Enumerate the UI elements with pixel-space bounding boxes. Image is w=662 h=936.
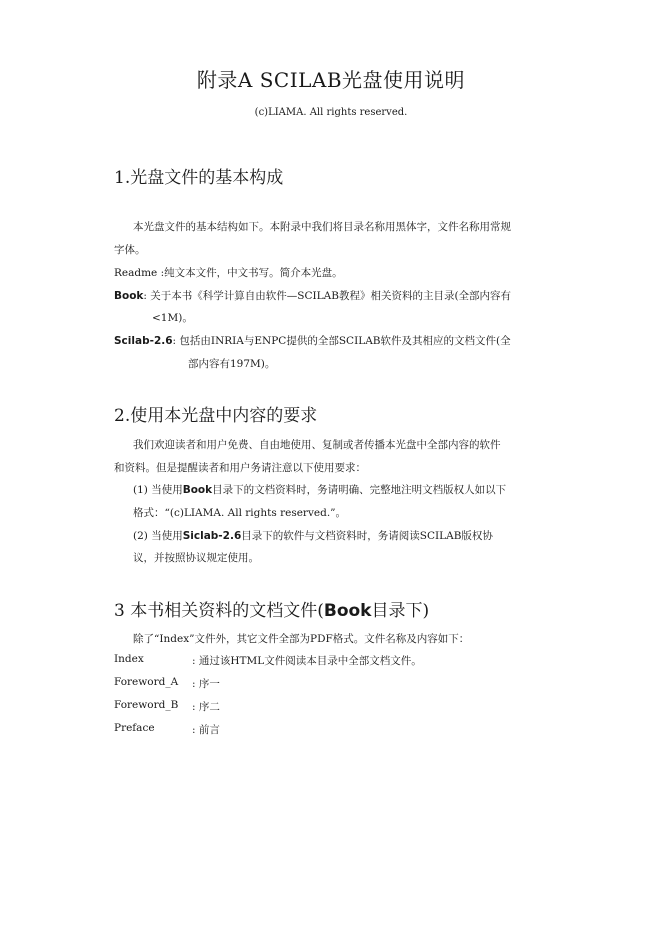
copyright-notice: (c)LIAMA. All rights reserved.: [254, 107, 408, 118]
scilab-entry-line-1: [114, 333, 511, 348]
book-folder-ref: Book: [182, 484, 213, 496]
scilab-entry-line-2: 部内容有197M)。: [188, 358, 276, 370]
section-1-heading: 1.光盘文件的基本构成: [114, 168, 284, 188]
readme-description: Readme :纯文本文件，中文书写。简介本光盘。: [114, 267, 343, 279]
scilab-folder-label: Scilab-2.6: [114, 335, 173, 347]
section-3-heading: [114, 596, 429, 621]
requirement-2-line-1: [133, 528, 493, 543]
requirement-1-prefix: (1) 当使用: [133, 484, 183, 496]
requirement-1-text: 目录下的文档资料时，务请明确、完整地注明文档版权人如以下: [212, 484, 507, 496]
file-name: Preface: [114, 722, 155, 734]
file-name: Index: [114, 653, 144, 665]
file-name: Foreword_A: [114, 676, 179, 688]
siclab-folder-ref: Siclab-2.6: [182, 530, 242, 542]
file-name: Foreword_B: [114, 699, 179, 711]
book-entry-text: : 关于本书《科学计算自由软件—SCILAB教程》相关资料的主目录(全部内容有: [143, 290, 512, 302]
requirement-1-line-1: [133, 482, 506, 497]
file-description: : 前言: [192, 724, 220, 736]
file-description: : 通过该HTML文件阅读本目录中全部文档文件。: [192, 655, 422, 667]
book-entry-line-1: [114, 288, 511, 303]
section-1-intro-line-1: 本光盘文件的基本结构如下。本附录中我们将目录名称用黑体字，文件名称用常规: [133, 221, 511, 233]
section-2-heading: 2.使用本光盘中内容的要求: [114, 406, 318, 426]
book-entry-line-2: <1M)。: [152, 312, 193, 324]
requirement-2-line-2: 议，并按照协议规定使用。: [133, 552, 259, 564]
section-3-heading-suffix: 目录下): [371, 601, 430, 621]
file-description: : 序二: [192, 701, 220, 713]
document-title: 附录A SCILAB光盘使用说明: [196, 68, 466, 92]
requirement-2-text: 目录下的软件与文档资料时，务请阅读SCILAB版权协: [241, 530, 493, 542]
requirement-2-prefix: (2) 当使用: [133, 530, 183, 542]
section-3-book-ref: Book: [323, 601, 372, 621]
section-2-para-line-1: 我们欢迎读者和用户免费、自由地使用、复制或者传播本光盘中全部内容的软件: [133, 439, 501, 451]
requirement-1-line-2: 格式：“(c)LIAMA. All rights reserved.”。: [133, 507, 347, 519]
section-3-heading-prefix: 3 本书相关资料的文档文件(: [114, 601, 324, 621]
scilab-entry-text: : 包括由INRIA与ENPC提供的全部SCILAB软件及其相应的文档文件(全: [172, 335, 511, 347]
book-folder-label: Book: [114, 290, 144, 302]
file-description: : 序一: [192, 678, 220, 690]
section-2-para-line-2: 和资料。但是提醒读者和用户务请注意以下使用要求：: [114, 462, 366, 474]
section-3-intro: 除了“Index”文件外，其它文件全部为PDF格式。文件名称及内容如下：: [133, 633, 470, 645]
section-1-intro-line-2: 字体。: [114, 244, 146, 256]
